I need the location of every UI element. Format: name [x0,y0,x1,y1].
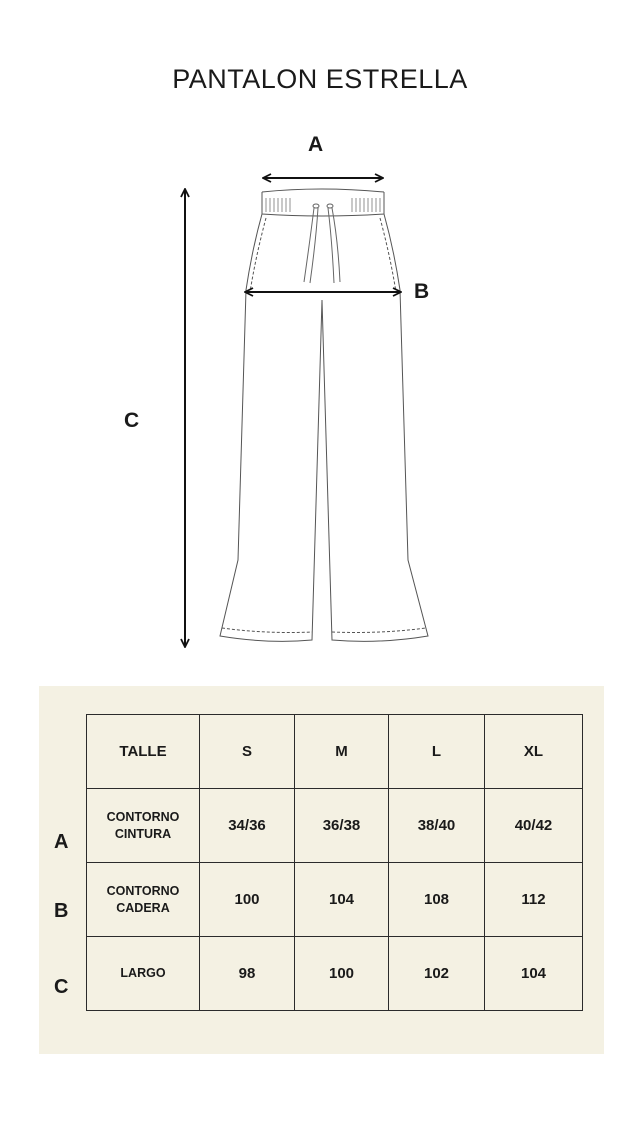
row-label [87,789,200,863]
right-hem [332,628,426,633]
row-letter-a: A [54,831,69,853]
waistband-shirring-right [352,198,380,212]
table-cell: 36/38 [295,789,389,863]
table-cell: 102 [389,937,485,1011]
table-header-row [87,715,583,789]
pants-illustration [220,189,428,641]
table-row [87,937,583,1011]
row-label [87,937,200,1011]
waistband-top-edge [262,189,384,192]
header-cell: S [200,715,295,789]
left-leg-outline [220,214,322,641]
row-label-line: CONTORNO [106,883,180,898]
row-label-line: CADERA [116,900,170,915]
left-hem [222,628,312,633]
header-cell: XL [485,715,583,789]
table-row [87,789,583,863]
table-cell: 40/42 [485,789,583,863]
table-row [87,863,583,937]
header-cell: TALLE [87,715,200,789]
table-cell: 98 [200,937,295,1011]
table-cell: 104 [295,863,389,937]
waistband-outline [262,192,384,216]
table-cell: 100 [295,937,389,1011]
table-cell: 34/36 [200,789,295,863]
size-table [86,714,583,1011]
row-label-line: CINTURA [114,826,172,841]
header-cell: L [389,715,485,789]
waistband-shirring-left [266,198,290,212]
table-cell: 100 [200,863,295,937]
table-cell: 112 [485,863,583,937]
right-leg-outline [322,214,428,641]
header-cell: M [295,715,389,789]
measure-a-label: A [308,133,324,156]
row-label-line: LARGO [120,966,166,980]
table-cell: 108 [389,863,485,937]
row-label-line: CONTORNO [106,809,180,824]
measure-b-label: B [414,280,430,303]
table-cell: 38/40 [389,789,485,863]
page-title: PANTALON ESTRELLA [172,64,468,94]
row-label [87,863,200,937]
row-letter-c: C [54,976,69,998]
row-letter-b: B [54,900,69,922]
table-cell: 104 [485,937,583,1011]
measure-c-label: C [124,409,140,432]
